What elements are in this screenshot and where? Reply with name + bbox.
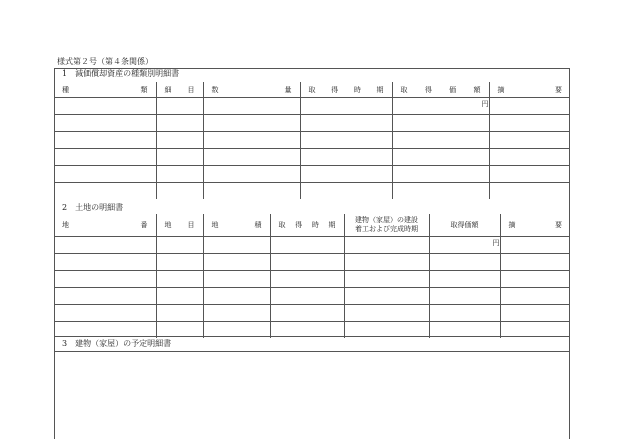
table-cell[interactable]: [392, 132, 489, 149]
header-remarks: [489, 82, 570, 98]
table-cell[interactable]: [300, 98, 392, 115]
table-cell[interactable]: [54, 237, 156, 254]
table-cell[interactable]: [344, 254, 429, 271]
table-cell[interactable]: [203, 322, 270, 339]
header-char: 時: [311, 220, 319, 229]
table-cell[interactable]: [300, 183, 392, 200]
table-cell[interactable]: [54, 166, 156, 183]
header-char: 要: [555, 220, 562, 229]
table-cell[interactable]: [300, 115, 392, 132]
table-cell[interactable]: [203, 183, 300, 200]
form-label: 様式第２号（第４条関係）: [57, 57, 153, 66]
table-cell[interactable]: [54, 288, 156, 305]
header-text: [271, 221, 344, 230]
table-cell[interactable]: [429, 271, 500, 288]
header-construction-line1: 建物（家屋）の建設: [355, 216, 418, 224]
table-cell[interactable]: [392, 183, 489, 200]
table-cell[interactable]: [270, 271, 344, 288]
table-row: [54, 254, 570, 271]
table-cell[interactable]: [156, 288, 203, 305]
table-cell[interactable]: [300, 132, 392, 149]
table-cell[interactable]: [270, 305, 344, 322]
table-cell[interactable]: [156, 166, 203, 183]
header-type: [54, 82, 156, 98]
table-cell[interactable]: [203, 288, 270, 305]
header-text: [501, 221, 571, 230]
header-char: 得: [424, 85, 432, 94]
table-cell[interactable]: [203, 271, 270, 288]
table-cell[interactable]: [429, 322, 500, 339]
table-cell[interactable]: [500, 322, 570, 339]
header-char: 地: [164, 220, 172, 229]
table-cell[interactable]: [500, 288, 570, 305]
header-char: 種: [62, 85, 69, 94]
header-char: 摘: [508, 220, 516, 229]
header-acquisition-price: [392, 82, 489, 98]
table-cell[interactable]: [270, 288, 344, 305]
table-cell[interactable]: [489, 149, 570, 166]
table-cell[interactable]: [156, 149, 203, 166]
table-row: [54, 115, 570, 132]
header-char: 目: [187, 220, 195, 229]
table-cell[interactable]: [344, 237, 429, 254]
table-cell[interactable]: [203, 98, 300, 115]
table-cell[interactable]: [429, 288, 500, 305]
table-cell[interactable]: [203, 305, 270, 322]
table-header-row: [54, 214, 570, 237]
header-quantity: [203, 82, 300, 98]
table-cell[interactable]: [54, 254, 156, 271]
header-char: 得: [331, 85, 339, 94]
header-text: [204, 221, 270, 230]
price-unit-cell[interactable]: 円: [392, 98, 489, 115]
header-char: 価: [449, 85, 457, 94]
table-cell[interactable]: [500, 305, 570, 322]
header-char: 量: [284, 85, 292, 94]
header-text: [157, 221, 203, 230]
table-cell[interactable]: [54, 322, 156, 339]
table-cell[interactable]: [489, 132, 570, 149]
table-cell[interactable]: [54, 271, 156, 288]
table-cell[interactable]: [344, 271, 429, 288]
header-subitem: [156, 82, 203, 98]
depreciable-assets-table: [54, 82, 570, 199]
header-char: 摘: [497, 85, 505, 94]
header-char: 積: [254, 220, 262, 229]
table-cell[interactable]: [500, 254, 570, 271]
table-header-row: [54, 82, 570, 98]
header-char: 番: [140, 220, 148, 229]
table-cell[interactable]: [203, 254, 270, 271]
header-acquisition-date: [300, 82, 392, 98]
header-acquisition-date: [270, 214, 344, 237]
header-char: 地: [62, 220, 69, 229]
table-row: [54, 288, 570, 305]
header-text: [301, 85, 392, 95]
table-cell[interactable]: [203, 132, 300, 149]
header-char: 期: [328, 220, 336, 229]
header-acquisition-price: 取得価額: [429, 214, 500, 237]
table-row: [54, 149, 570, 166]
header-char: 数: [211, 85, 219, 94]
table-cell[interactable]: [156, 271, 203, 288]
table-cell[interactable]: [489, 115, 570, 132]
table-cell[interactable]: [156, 132, 203, 149]
table-row: [54, 132, 570, 149]
table-cell[interactable]: [203, 149, 300, 166]
table-cell[interactable]: [300, 149, 392, 166]
table-cell[interactable]: [156, 322, 203, 339]
table-cell[interactable]: [344, 305, 429, 322]
table-cell[interactable]: [300, 166, 392, 183]
section3-heading-rule: [54, 351, 570, 352]
header-construction-line2: 着工および完成時期: [355, 225, 418, 233]
table-cell[interactable]: [270, 322, 344, 339]
table-cell[interactable]: [156, 237, 203, 254]
table-row: [54, 166, 570, 183]
table-cell[interactable]: [270, 237, 344, 254]
table-cell[interactable]: [156, 115, 203, 132]
header-text: [393, 85, 489, 95]
header-text: [54, 85, 156, 95]
table-cell[interactable]: [429, 254, 500, 271]
header-char: 時: [353, 85, 361, 94]
header-char: 期: [376, 85, 384, 94]
table-cell[interactable]: [54, 115, 156, 132]
header-char: 要: [555, 85, 562, 94]
header-text: [157, 85, 203, 95]
table-cell[interactable]: [500, 271, 570, 288]
header-char: 取: [278, 220, 286, 229]
table-cell[interactable]: [344, 288, 429, 305]
header-char: 額: [473, 85, 481, 94]
header-char: 類: [140, 85, 148, 94]
table-cell[interactable]: [489, 166, 570, 183]
header-text: [54, 221, 156, 230]
table-cell[interactable]: [203, 115, 300, 132]
header-char: 細: [164, 85, 172, 94]
table-cell[interactable]: [203, 166, 300, 183]
table-cell[interactable]: [392, 166, 489, 183]
header-land-area: [203, 214, 270, 237]
header-remarks: [500, 214, 570, 237]
table-cell[interactable]: [429, 305, 500, 322]
header-char: 取: [400, 85, 408, 94]
table-row: [54, 322, 570, 339]
header-char: 目: [187, 85, 195, 94]
header-land-category: [156, 214, 203, 237]
table-cell[interactable]: [54, 132, 156, 149]
header-char: 取: [308, 85, 316, 94]
table-cell[interactable]: [500, 237, 570, 254]
table-row: [54, 305, 570, 322]
table-cell[interactable]: [54, 183, 156, 200]
header-text: [490, 85, 571, 95]
table-cell[interactable]: [392, 149, 489, 166]
table-cell[interactable]: [392, 115, 489, 132]
table-row: [54, 237, 570, 254]
table-row: [54, 271, 570, 288]
header-construction-period: [344, 214, 429, 237]
table-row: [54, 183, 570, 200]
header-char: 地: [211, 220, 219, 229]
table-cell[interactable]: [270, 254, 344, 271]
price-unit-cell[interactable]: 円: [429, 237, 500, 254]
header-text: [204, 85, 300, 95]
table-cell[interactable]: [489, 98, 570, 115]
table-cell[interactable]: [54, 149, 156, 166]
table-cell[interactable]: [344, 322, 429, 339]
table-cell[interactable]: [156, 183, 203, 200]
section2-heading: 2 土地の明細書: [62, 203, 124, 212]
header-lot-number: [54, 214, 156, 237]
section3-heading: 3 建物（家屋）の予定明細書: [62, 339, 172, 348]
table-cell[interactable]: [489, 183, 570, 200]
table-cell[interactable]: [156, 305, 203, 322]
table-cell[interactable]: [156, 98, 203, 115]
table-cell[interactable]: [54, 305, 156, 322]
land-table: [54, 214, 570, 338]
header-char: 得: [295, 220, 303, 229]
section1-heading: 1 減価償却資産の種類別明細書: [62, 69, 180, 78]
table-cell[interactable]: [156, 254, 203, 271]
table-row: [54, 98, 570, 115]
table-cell[interactable]: [54, 98, 156, 115]
table-cell[interactable]: [203, 237, 270, 254]
